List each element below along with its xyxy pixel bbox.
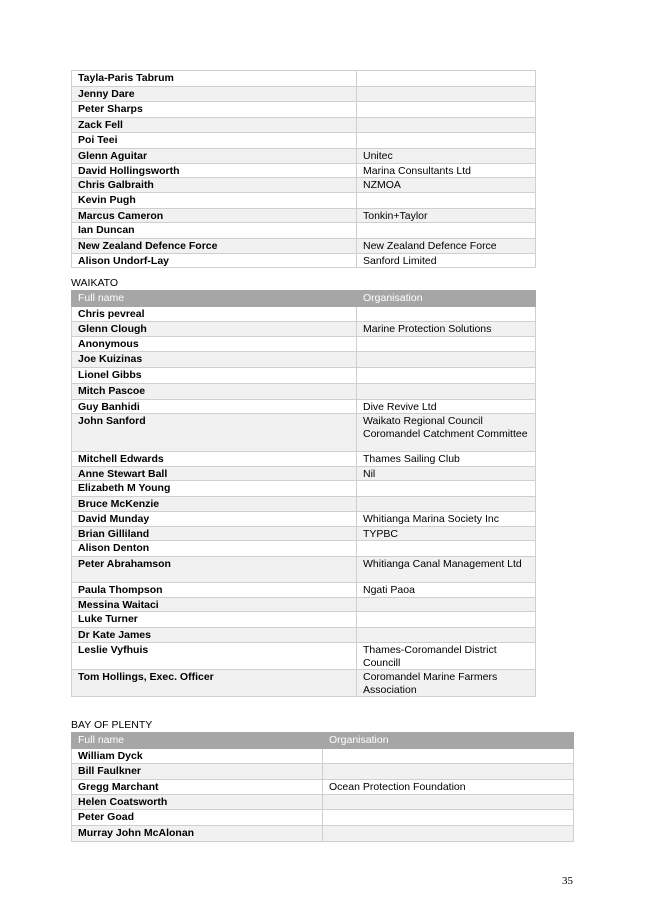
table-row xyxy=(72,497,536,512)
full-name-cell: Bruce McKenzie xyxy=(72,497,357,512)
full-name-cell: Anonymous xyxy=(72,336,357,351)
header-row xyxy=(72,291,536,307)
table-row xyxy=(72,208,536,223)
full-name-cell: Mitch Pascoe xyxy=(72,383,357,399)
full-name-cell: Elizabeth M Young xyxy=(72,481,357,497)
organisation-cell: Nil xyxy=(357,466,536,481)
organisation-cell xyxy=(357,383,536,399)
organisation-cell xyxy=(357,481,536,497)
full-name-cell: Paula Thompson xyxy=(72,583,357,598)
full-name-cell: Guy Banhidi xyxy=(72,399,357,414)
table-row xyxy=(72,414,536,452)
full-name-cell: Peter Goad xyxy=(72,809,323,825)
organisation-cell: Unitec xyxy=(357,149,536,164)
organisation-cell xyxy=(357,102,536,118)
organisation-cell: Tonkin+Taylor xyxy=(357,208,536,223)
full-name-header: Full name xyxy=(72,291,357,307)
full-name-cell: William Dyck xyxy=(72,749,323,764)
organisation-cell: Marina Consultants Ltd xyxy=(357,163,536,178)
full-name-cell: Alison Undorf-Lay xyxy=(72,253,357,268)
table-header xyxy=(72,733,574,749)
organisation-cell xyxy=(357,71,536,87)
organisation-header: Organisation xyxy=(357,291,536,307)
table-row xyxy=(72,526,536,541)
full-name-cell: Messina Waitaci xyxy=(72,597,357,612)
organisation-cell: Dive Revive Ltd xyxy=(357,399,536,414)
table-row xyxy=(72,794,574,809)
table-row xyxy=(72,612,536,628)
table-row xyxy=(72,87,536,102)
table-row xyxy=(72,399,536,414)
table-row xyxy=(72,452,536,467)
full-name-cell: Peter Abrahamson xyxy=(72,557,357,583)
organisation-cell: Coromandel Marine Farmers Association xyxy=(357,670,536,697)
section-title-waikato: WAIKATO xyxy=(71,277,119,289)
table-row xyxy=(72,192,536,208)
full-name-cell: Chris pevreal xyxy=(72,307,357,322)
table-row xyxy=(72,322,536,337)
organisation-cell xyxy=(357,192,536,208)
full-name-cell: Chris Galbraith xyxy=(72,178,357,193)
table-row xyxy=(72,71,536,87)
table-row xyxy=(72,512,536,527)
organisation-cell xyxy=(357,87,536,102)
organisation-cell: Ngati Paoa xyxy=(357,583,536,598)
full-name-cell: David Hollingsworth xyxy=(72,163,357,178)
table-row xyxy=(72,149,536,164)
table-row xyxy=(72,481,536,497)
table-row xyxy=(72,809,574,825)
full-name-cell: John Sanford xyxy=(72,414,357,452)
submitters-table-bay-of-plenty xyxy=(71,732,574,842)
organisation-cell: Thames Sailing Club xyxy=(357,452,536,467)
table-row xyxy=(72,223,536,239)
full-name-cell: Gregg Marchant xyxy=(72,780,323,795)
organisation-cell xyxy=(323,825,574,841)
table-row xyxy=(72,466,536,481)
table-row xyxy=(72,307,536,322)
organisation-cell xyxy=(357,612,536,628)
full-name-cell: Zack Fell xyxy=(72,118,357,133)
table-header xyxy=(72,291,536,307)
organisation-cell: Whitianga Canal Management Ltd xyxy=(357,557,536,583)
organisation-cell xyxy=(357,336,536,351)
full-name-cell: Joe Kuizinas xyxy=(72,351,357,367)
table-row xyxy=(72,178,536,193)
table-row xyxy=(72,643,536,670)
full-name-cell: Marcus Cameron xyxy=(72,208,357,223)
organisation-cell xyxy=(323,749,574,764)
table-row xyxy=(72,118,536,133)
page-number: 35 xyxy=(562,875,573,887)
full-name-cell: Tom Hollings, Exec. Officer xyxy=(72,670,357,697)
table-body xyxy=(72,307,536,697)
full-name-cell: Tayla-Paris Tabrum xyxy=(72,71,357,87)
table-row xyxy=(72,253,536,268)
full-name-cell: Leslie Vyfhuis xyxy=(72,643,357,670)
table-row xyxy=(72,749,574,764)
organisation-cell xyxy=(357,307,536,322)
full-name-cell: Helen Coatsworth xyxy=(72,794,323,809)
table-row xyxy=(72,163,536,178)
full-name-cell: Brian Gilliland xyxy=(72,526,357,541)
full-name-cell: Alison Denton xyxy=(72,541,357,557)
full-name-cell: Luke Turner xyxy=(72,612,357,628)
table-row xyxy=(72,764,574,780)
organisation-cell: Sanford Limited xyxy=(357,253,536,268)
table-row xyxy=(72,597,536,612)
table-row xyxy=(72,825,574,841)
table-row xyxy=(72,583,536,598)
full-name-cell: Ian Duncan xyxy=(72,223,357,239)
table-row xyxy=(72,336,536,351)
organisation-cell: NZMOA xyxy=(357,178,536,193)
submitters-table-continued xyxy=(71,70,536,268)
table-row xyxy=(72,351,536,367)
organisation-cell xyxy=(357,223,536,239)
full-name-cell: Lionel Gibbs xyxy=(72,367,357,383)
full-name-cell: Poi Teei xyxy=(72,133,357,149)
header-row xyxy=(72,733,574,749)
table-row xyxy=(72,383,536,399)
organisation-cell xyxy=(357,367,536,383)
organisation-cell xyxy=(357,541,536,557)
submitters-table-waikato xyxy=(71,290,536,697)
table-row xyxy=(72,628,536,643)
organisation-cell: Waikato Regional Council Coromandel Catchment Committee xyxy=(357,414,536,452)
organisation-cell: Ocean Protection Foundation xyxy=(323,780,574,795)
full-name-cell: Jenny Dare xyxy=(72,87,357,102)
full-name-header: Full name xyxy=(72,733,323,749)
table-row xyxy=(72,670,536,697)
table-body xyxy=(72,749,574,842)
organisation-cell xyxy=(357,628,536,643)
full-name-cell: Mitchell Edwards xyxy=(72,452,357,467)
full-name-cell: Peter Sharps xyxy=(72,102,357,118)
organisation-cell: New Zealand Defence Force xyxy=(357,239,536,254)
full-name-cell: Kevin Pugh xyxy=(72,192,357,208)
table-body xyxy=(72,71,536,268)
organisation-cell: TYPBC xyxy=(357,526,536,541)
table-row xyxy=(72,557,536,583)
organisation-cell xyxy=(357,597,536,612)
table-row xyxy=(72,541,536,557)
organisation-cell: Whitianga Marina Society Inc xyxy=(357,512,536,527)
organisation-cell: Marine Protection Solutions xyxy=(357,322,536,337)
organisation-cell xyxy=(357,133,536,149)
organisation-cell xyxy=(357,118,536,133)
organisation-cell: Thames-Coromandel District Councill xyxy=(357,643,536,670)
organisation-cell xyxy=(323,764,574,780)
table-row xyxy=(72,133,536,149)
table-row xyxy=(72,780,574,795)
full-name-cell: Glenn Aguitar xyxy=(72,149,357,164)
full-name-cell: Bill Faulkner xyxy=(72,764,323,780)
table-row xyxy=(72,239,536,254)
table-row xyxy=(72,102,536,118)
full-name-cell: Glenn Clough xyxy=(72,322,357,337)
full-name-cell: Murray John McAlonan xyxy=(72,825,323,841)
full-name-cell: New Zealand Defence Force xyxy=(72,239,357,254)
full-name-cell: Anne Stewart Ball xyxy=(72,466,357,481)
organisation-cell xyxy=(357,497,536,512)
full-name-cell: Dr Kate James xyxy=(72,628,357,643)
organisation-cell xyxy=(323,809,574,825)
organisation-header: Organisation xyxy=(323,733,574,749)
full-name-cell: David Munday xyxy=(72,512,357,527)
organisation-cell xyxy=(323,794,574,809)
section-title-bay-of-plenty: BAY OF PLENTY xyxy=(71,719,153,731)
table-row xyxy=(72,367,536,383)
organisation-cell xyxy=(357,351,536,367)
